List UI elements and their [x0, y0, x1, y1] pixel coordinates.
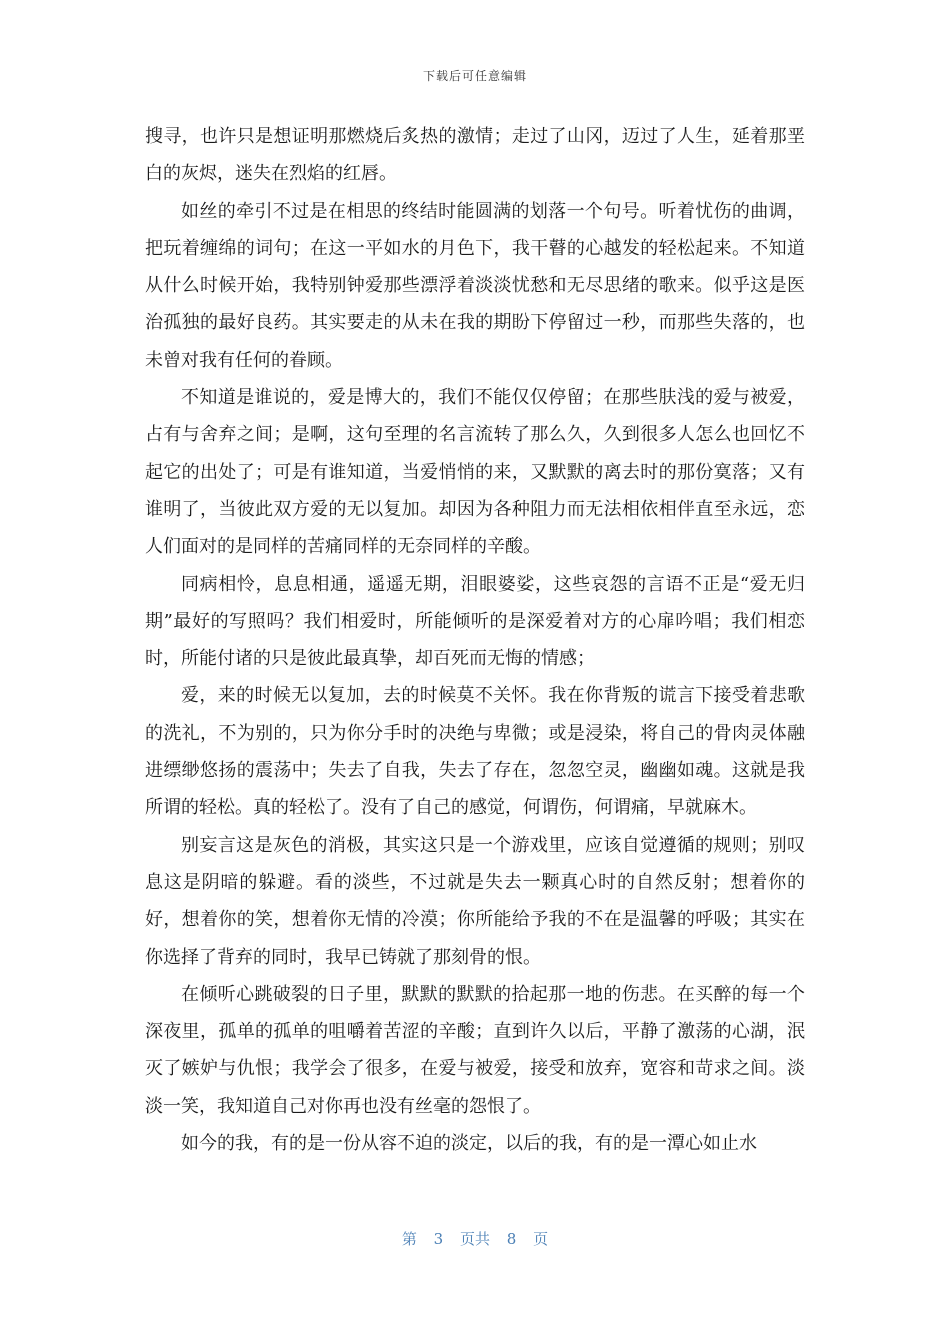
page-header: 下载后可任意编辑 [422, 69, 527, 83]
paragraph-5: 爱，来的时候无以复加，去的时候莫不关怀。我在你背叛的谎言下接受着悲歌的洗礼，不为别的，只为你分手时的决绝与卑微；或是浸染，将自己的骨肉灵体融进缥缈悠扬的震荡中；失去了自我，失去了存在，忽忽空灵，幽幽如魂。这就是我所谓的轻松。真的轻松了。没有了自己的感觉，何谓伤，何谓痛，早就麻木。 [145, 685, 805, 819]
page-footer-middle: 页共 [459, 1230, 490, 1248]
paragraph-7: 在倾听心跳破裂的日子里，默默的默默的拾起那一地的伤悲。在买醉的每一个深夜里，孤单的孤单的咀嚼着苦涩的辛酸；直到许久以后，平静了激荡的心湖，泯灭了嫉妒与仇恨；我学会了很多，在爱与被爱，接受和放弃，宽容和苛求之间。淡淡一笑，我知道自己对你再也没有丝毫的怨恨了。 [145, 983, 805, 1117]
paragraph-3: 不知道是谁说的，爱是博大的，我们不能仅仅停留；在那些肤浅的爱与被爱，占有与舍弃之间；是啊，这句至理的名言流转了那么久，久到很多人怎么也回忆不起它的出处了；可是有谁知道，当爱悄悄的来，又默默的离去时的那份寞落；又有谁明了，当彼此双方爱的无以复加。却因为各种阻力而无法相依相伴直至永远，恋人们面对的是同样的苦痛同样的无奈同样的辛酸。 [145, 387, 805, 558]
paragraph-2: 如丝的牵引不过是在相思的终结时能圆满的划落一个句号。听着忧伤的曲调，把玩着缠绵的词句；在这一平如水的月色下，我干瞽的心越发的轻松起来。不知道从什么时候开始，我特别钟爱那些漂浮着淡淡忧愁和无尽思绪的歌来。似乎这是医治孤独的最好良药。其实要走的从未在我的期盼下停留过一秒，而那些失落的，也未曾对我有任何的眷顾。 [145, 200, 805, 371]
paragraph-8: 如今的我，有的是一份从容不迫的淡定，以后的我，有的是一潭心如止水 [181, 1133, 757, 1155]
page-number-current: 3 [433, 1230, 444, 1248]
paragraph-1: 搜寻，也许只是想证明那燃烧后炙热的激情；走过了山冈，迈过了人生，延着那垩白的灰烬，迷失在烈焰的红唇。 [145, 126, 805, 185]
document-body [145, 118, 805, 1162]
paragraph-6: 别妄言这是灰色的消极，其实这只是一个游戏里，应该自觉遵循的规则；别叹息这是阴暗的躲避。看的淡些，不过就是失去一颗真心时的自然反射；想着你的好，想着你的笑，想着你无情的冷漠；你所能给予我的不在是温馨的呼吸；其实在你选择了背弃的同时，我早已铸就了那刻骨的恨。 [145, 834, 805, 968]
page-footer-prefix: 第 [401, 1230, 417, 1248]
page-number-total: 8 [506, 1230, 517, 1248]
page-footer [0, 1228, 950, 1249]
page-footer-suffix: 页 [533, 1230, 549, 1248]
paragraph-4: 同病相怜，息息相通，遥遥无期，泪眼婆娑，这些哀怨的言语不正是“爱无归期”最好的写照吗？我们相爱时，所能倾听的是深爱着对方的心扉吟唱；我们相恋时，所能付诸的只是彼此最真挚，却百死而无悔的情感； [145, 573, 805, 670]
